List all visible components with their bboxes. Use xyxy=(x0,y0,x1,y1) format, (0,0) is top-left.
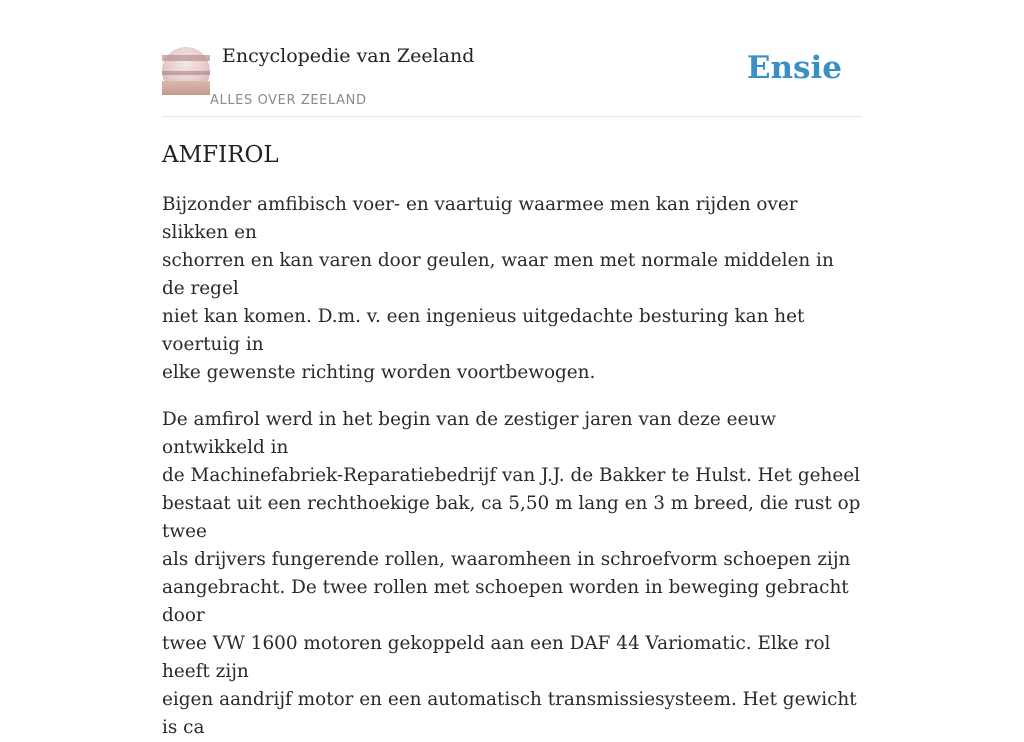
site-title[interactable]: Encyclopedie van Zeeland xyxy=(222,45,475,67)
article-title: AMFIROL xyxy=(162,142,279,168)
avatar-image-detail xyxy=(162,55,210,61)
avatar-image-detail xyxy=(162,81,210,95)
avatar-image-detail xyxy=(162,71,210,75)
site-subtitle: ALLES OVER ZEELAND xyxy=(210,93,367,108)
site-avatar[interactable] xyxy=(162,47,210,95)
article xyxy=(162,136,862,742)
article-paragraph: De amfirol werd in het begin van de zestiger jaren van deze eeuw ontwikkeld in de Machinefabriek-Reparatiebedrijf van J.J. de Bakker te Hulst. Het geheel bestaat uit een rechthoekige bak, ca 5,50 m lang en 3 m breed, die rust op twee als drijvers fungerende rollen, waaromheen in schroefvorm schoepen zijn aangebracht. De twee rollen met schoepen worden in beweging gebracht door twee VW 1600 motoren gekoppeld aan een DAF 44 Variomatic. Elke rol heeft zijn eigen aandrijf motor en een automatisch transmissiesysteem. Het gewicht is ca xyxy=(162,409,861,738)
brand-logo-link[interactable]: Ensie xyxy=(746,50,842,86)
article-paragraph: Bijzonder amfibisch voer- en vaartuig waarmee men kan rijden over slikken en schorren en kan varen door geulen, waar men met normale middelen in de regel niet kan komen. D.m. v. een ingenieus uitgedachte besturing kan het voertuig in elke gewenste richting worden voortbewogen. xyxy=(162,194,834,383)
site-header xyxy=(162,0,862,117)
